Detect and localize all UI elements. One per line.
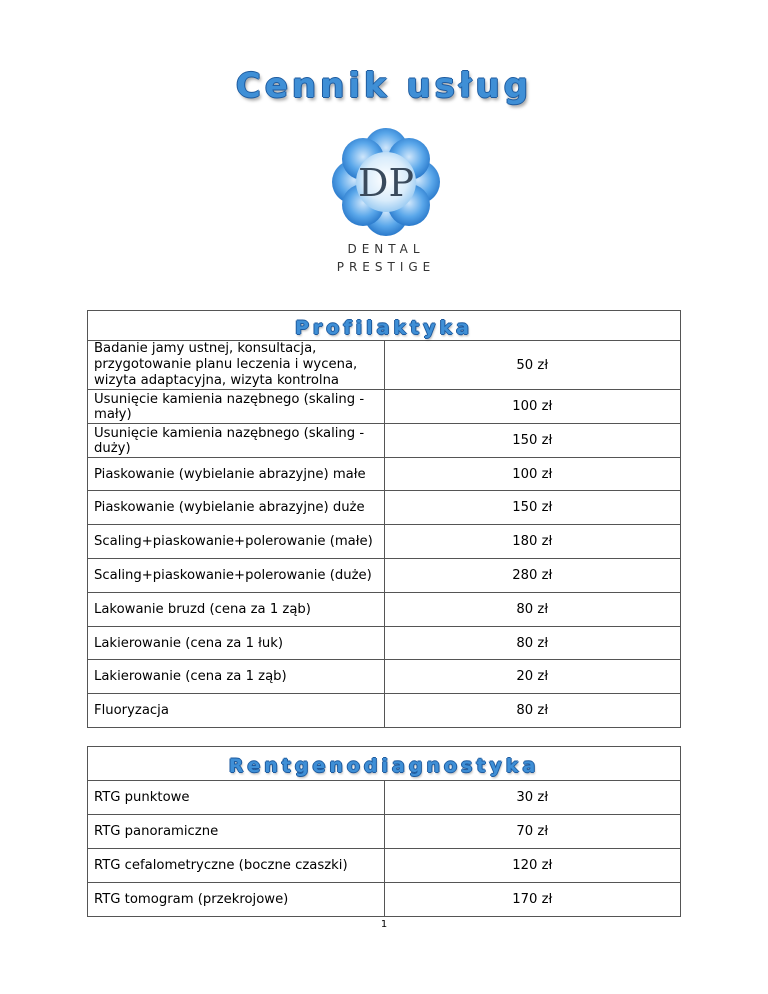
logo-line-dental: DENTAL bbox=[347, 242, 425, 256]
table-row bbox=[88, 559, 681, 593]
service-price: 70 zł bbox=[384, 815, 681, 849]
service-price: 80 zł bbox=[384, 627, 681, 660]
service-name: Fluoryzacja bbox=[88, 694, 385, 728]
service-name: Piaskowanie (wybielanie abrazyjne) małe bbox=[88, 458, 385, 491]
table-row bbox=[88, 815, 681, 849]
table-row bbox=[88, 341, 681, 390]
table-row bbox=[88, 525, 681, 559]
service-price: 170 zł bbox=[384, 883, 681, 917]
service-price: 280 zł bbox=[384, 559, 681, 593]
table-row bbox=[88, 390, 681, 424]
rentgenodiagnostyka-table bbox=[87, 746, 681, 917]
service-name: RTG cefalometryczne (boczne czaszki) bbox=[88, 849, 385, 883]
table-row bbox=[88, 849, 681, 883]
flower-logo-icon bbox=[328, 128, 444, 236]
page-number: 1 bbox=[380, 919, 388, 930]
page-title: Cennik usług bbox=[235, 66, 533, 106]
section-heading: Rentgenodiagnostyka bbox=[88, 747, 681, 781]
table-row bbox=[88, 694, 681, 728]
table-row bbox=[88, 660, 681, 694]
table-row bbox=[88, 458, 681, 491]
service-name: Scaling+piaskowanie+polerowanie (małe) bbox=[88, 525, 385, 559]
service-price: 50 zł bbox=[384, 341, 681, 390]
logo-line-prestige: PRESTIGE bbox=[336, 260, 436, 274]
service-price: 150 zł bbox=[384, 491, 681, 525]
table-row bbox=[88, 627, 681, 660]
service-name: RTG panoramiczne bbox=[88, 815, 385, 849]
service-price: 30 zł bbox=[384, 781, 681, 815]
service-name: Scaling+piaskowanie+polerowanie (duże) bbox=[88, 559, 385, 593]
service-price: 180 zł bbox=[384, 525, 681, 559]
service-name: Usunięcie kamienia nazębnego (skaling - mały) bbox=[88, 390, 385, 424]
section-heading: Profilaktyka bbox=[88, 311, 681, 341]
service-price: 120 zł bbox=[384, 849, 681, 883]
table-row bbox=[88, 491, 681, 525]
service-name: RTG punktowe bbox=[88, 781, 385, 815]
service-name: Lakierowanie (cena za 1 ząb) bbox=[88, 660, 385, 694]
service-name: Piaskowanie (wybielanie abrazyjne) duże bbox=[88, 491, 385, 525]
table-row bbox=[88, 593, 681, 627]
service-price: 100 zł bbox=[384, 458, 681, 491]
service-name: Badanie jamy ustnej, konsultacja, przygotowanie planu leczenia i wycena, wizyta adaptacyjna, wizyta kontrolna bbox=[88, 341, 385, 390]
svg-text:DP: DP bbox=[357, 161, 415, 205]
dental-prestige-logo bbox=[318, 128, 454, 274]
table-row bbox=[88, 883, 681, 917]
service-name: RTG tomogram (przekrojowe) bbox=[88, 883, 385, 917]
profilaktyka-table bbox=[87, 310, 681, 728]
service-price: 20 zł bbox=[384, 660, 681, 694]
service-price: 100 zł bbox=[384, 390, 681, 424]
service-name: Usunięcie kamienia nazębnego (skaling - duży) bbox=[88, 424, 385, 458]
service-name: Lakierowanie (cena za 1 łuk) bbox=[88, 627, 385, 660]
table-row bbox=[88, 424, 681, 458]
table-row bbox=[88, 781, 681, 815]
service-price: 150 zł bbox=[384, 424, 681, 458]
service-price: 80 zł bbox=[384, 593, 681, 627]
service-name: Lakowanie bruzd (cena za 1 ząb) bbox=[88, 593, 385, 627]
service-price: 80 zł bbox=[384, 694, 681, 728]
